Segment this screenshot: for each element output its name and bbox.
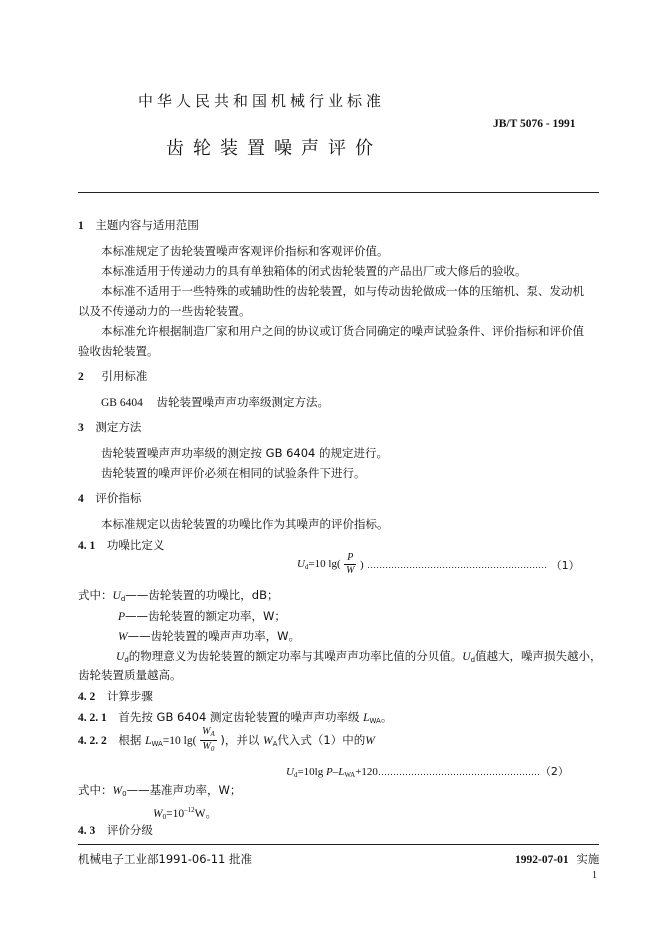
symbol-L: L bbox=[363, 712, 370, 724]
paragraph-continued: 验收齿轮装置。 bbox=[78, 344, 159, 358]
symbol-L: L bbox=[338, 766, 345, 778]
section-number: 2 bbox=[78, 371, 84, 383]
subscript-d: d bbox=[293, 771, 298, 779]
section-number: 3 bbox=[78, 422, 84, 434]
subscript-a: A bbox=[272, 740, 278, 748]
subscript-wa: WA bbox=[344, 771, 356, 779]
paragraph bbox=[116, 649, 602, 667]
footer-rule bbox=[78, 844, 599, 845]
definition-row bbox=[78, 588, 278, 606]
subscript-wa: WA bbox=[151, 740, 163, 748]
section-title: 引用标准 bbox=[101, 369, 148, 383]
document-title: 齿轮装置噪声评价 bbox=[166, 138, 382, 159]
symbol-W: W bbox=[118, 631, 128, 643]
paragraph-text: 根据 bbox=[118, 733, 142, 747]
effective-label: 实施 bbox=[576, 852, 600, 866]
equation-2 bbox=[286, 763, 569, 779]
paragraph: 本标准规定以齿轮装置的功噪比作为其噪声的评价指标。 bbox=[101, 517, 389, 531]
subsection-4-2-heading bbox=[78, 689, 153, 704]
fraction-wa-over-w0 bbox=[200, 726, 217, 755]
paragraph: 本标准适用于传递动力的具有单独箱体的闭式齿轮装置的产品出厂或大修后的验收。 bbox=[101, 264, 527, 278]
approval-line: 机械电子工业部1991-06-11 批准 bbox=[78, 852, 252, 866]
symbol-W: W bbox=[153, 808, 163, 820]
equation-text: +120 bbox=[355, 766, 378, 778]
definition-row bbox=[153, 803, 217, 824]
equation-leader-dots: ……………………………………………… bbox=[377, 767, 540, 777]
symbol-L: L bbox=[145, 735, 152, 747]
paragraph: 齿轮装置噪声声功率级的测定按 GB 6404 的规定进行。 bbox=[101, 446, 389, 460]
section-1-heading bbox=[78, 218, 199, 233]
section-title: 评价分级 bbox=[106, 823, 153, 837]
definition-text: ——基准声功率，W； bbox=[126, 783, 242, 797]
equation-text: W。 bbox=[194, 808, 217, 820]
definition-row bbox=[118, 629, 300, 644]
section-number: 4. 1 bbox=[78, 540, 96, 552]
paragraph-text: 代入式（1）中的 bbox=[277, 733, 366, 747]
definition-text: ——齿轮装置的额定功率，W； bbox=[125, 609, 286, 623]
equation-leader-dots: …………………………………………………… bbox=[367, 559, 548, 570]
symbol-W: W bbox=[263, 735, 273, 747]
equation-tag: （1） bbox=[550, 558, 580, 572]
paragraph-text: 的物理意义为齿轮装置的额定功率与其噪声声功率比值的分贝值。 bbox=[128, 649, 463, 663]
symbol-P: P bbox=[325, 766, 333, 778]
subscript-d: d bbox=[120, 595, 126, 603]
symbol-U: U bbox=[462, 651, 471, 663]
section-title: 计算步骤 bbox=[106, 689, 153, 703]
fraction-numerator: P bbox=[347, 552, 354, 563]
equation-lhs: =10 lg( bbox=[308, 558, 341, 570]
section-number: 4. 3 bbox=[78, 825, 96, 837]
symbol-U: U bbox=[297, 558, 305, 570]
symbol-U: U bbox=[116, 651, 125, 663]
symbol-W: W bbox=[365, 735, 375, 747]
symbol-W: W bbox=[112, 785, 123, 797]
paragraph-text: 值越大，噪声损失越小， bbox=[475, 649, 602, 663]
subscript-d: d bbox=[124, 656, 129, 664]
paragraph: 本标准允许根据制造厂家和用户之间的协议或订货合同确定的噪声试验条件、评价指标和评价值 bbox=[101, 324, 584, 338]
subscript-0: 0 bbox=[162, 813, 167, 821]
paragraph-text: 。 bbox=[380, 710, 393, 724]
paragraph-continued: 以及不传递动力的一些齿轮装置。 bbox=[78, 304, 251, 318]
subsection-4-1-heading bbox=[78, 538, 164, 553]
section-3-heading bbox=[78, 420, 141, 435]
symbol-U: U bbox=[286, 766, 294, 778]
definition-row bbox=[118, 609, 286, 624]
paragraph: 齿轮装置的噪声评价必须在相同的试验条件下进行。 bbox=[101, 466, 366, 480]
section-number: 4. 2. 1 bbox=[78, 712, 107, 724]
section-2-heading bbox=[78, 369, 147, 384]
section-4-heading bbox=[78, 491, 141, 506]
section-title: 功噪比定义 bbox=[106, 538, 165, 552]
agency-heading: 中华人民共和国机械行业标准 bbox=[138, 92, 386, 110]
symbol-U: U bbox=[112, 590, 121, 602]
reference-code: GB 6404 bbox=[101, 397, 143, 409]
section-title: 评价指标 bbox=[95, 491, 142, 505]
symbol-P: P bbox=[118, 611, 126, 623]
equation-text: =10lg bbox=[297, 766, 324, 778]
effective-date: 1992-07-01 bbox=[515, 854, 569, 866]
fraction-numerator: $W_A$ bbox=[202, 726, 215, 738]
fraction-denominator: $W_0$ bbox=[200, 740, 217, 755]
definition-text: ——齿轮装置的噪声声功率，W。 bbox=[127, 629, 300, 643]
paragraph-continued: 齿轮装置质量越高。 bbox=[78, 668, 182, 682]
exponent: –12 bbox=[184, 806, 195, 814]
paragraph-text: )，并以 bbox=[220, 733, 260, 747]
section-number: 4. 2. 2 bbox=[78, 735, 107, 747]
equation-1 bbox=[297, 552, 580, 584]
fraction-p-over-w bbox=[344, 552, 356, 577]
paragraph: 本标准规定了齿轮装置噪声客观评价指标和客观评价值。 bbox=[101, 244, 389, 258]
where-label: 式中： bbox=[78, 783, 113, 797]
subsection-4-2-2 bbox=[78, 724, 375, 756]
section-number: 4. 2 bbox=[78, 691, 96, 703]
effective-line bbox=[515, 852, 599, 867]
paragraph: 本标准不适用于一些特殊的或辅助性的齿轮装置，如与传动齿轮做成一体的压缩机、泵、发动机 bbox=[101, 284, 584, 298]
reference-item bbox=[101, 395, 329, 410]
subscript-0: 0 bbox=[122, 790, 127, 798]
definition-row bbox=[78, 783, 241, 801]
standard-number: JB/T 5076 - 1991 bbox=[493, 118, 576, 130]
section-title: 测定方法 bbox=[95, 420, 142, 434]
reference-title: 齿轮装置噪声声功率级测定方法。 bbox=[156, 395, 330, 409]
paragraph-text: 首先按 GB 6404 测定齿轮装置的噪声声功率级 bbox=[118, 710, 360, 724]
equation-close: ) bbox=[359, 558, 364, 571]
equation-text: =10 lg( bbox=[162, 735, 197, 747]
equation-tag: （2） bbox=[539, 765, 569, 778]
definition-text: ——齿轮装置的功噪比，dB； bbox=[125, 588, 279, 602]
fraction-denominator: W bbox=[346, 565, 355, 576]
subscript-wa: WA bbox=[369, 717, 381, 725]
header-rule bbox=[78, 192, 599, 193]
where-label: 式中： bbox=[78, 588, 113, 602]
equation-text: – bbox=[332, 766, 339, 778]
page-number: 1 bbox=[592, 870, 597, 881]
subscript-d: d bbox=[470, 656, 476, 664]
subsection-4-3-heading bbox=[78, 823, 153, 838]
subscript-d: d bbox=[304, 563, 309, 571]
equation-text: =10 bbox=[166, 808, 185, 820]
section-number: 4 bbox=[78, 493, 84, 505]
section-number: 1 bbox=[78, 220, 84, 232]
section-title: 主题内容与适用范围 bbox=[95, 218, 199, 232]
